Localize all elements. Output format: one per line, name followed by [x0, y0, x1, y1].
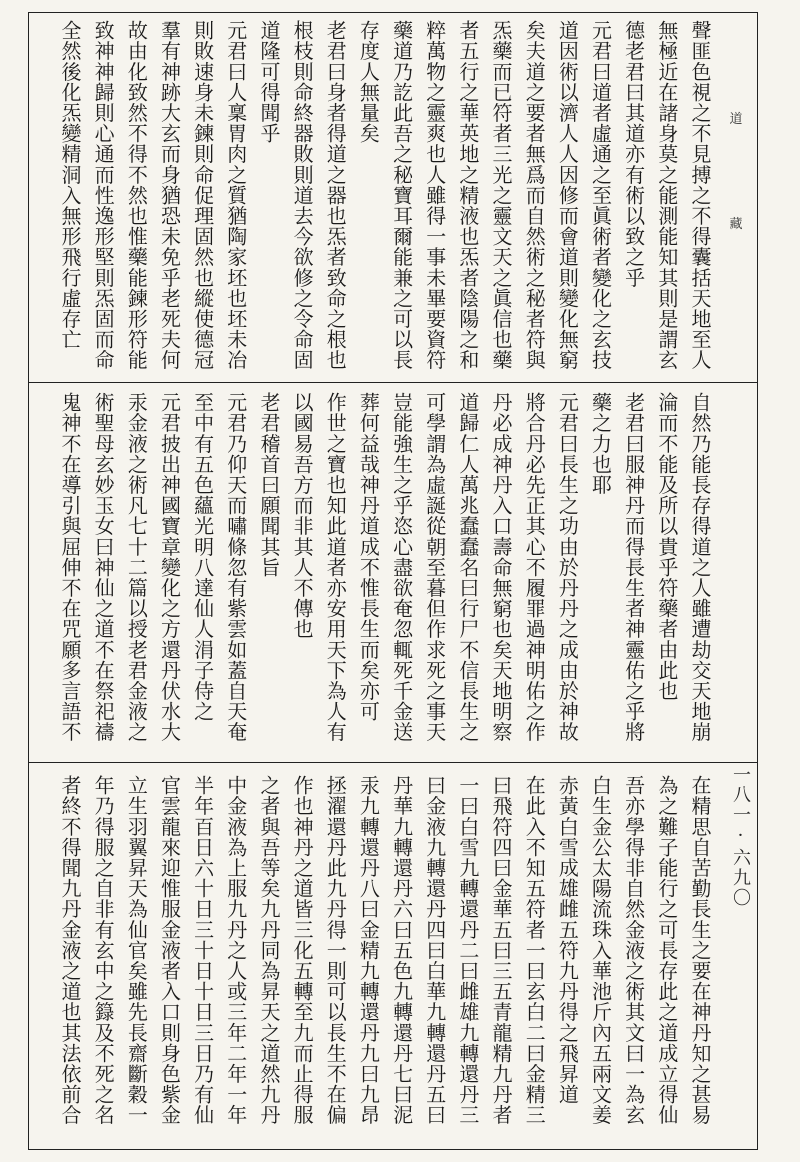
- text-column: 吾亦學得非自然金液之術其文曰一為玄: [621, 775, 646, 1126]
- text-column: 者終不得聞九丹金液之道也其法依前合: [58, 775, 82, 1126]
- text-column: 元君乃仰天而嘯條忽有紫雲如蓋自天奄: [223, 392, 248, 743]
- text-column: 術聖母玄妙玉女曰神仙之道不在祭祀禱: [91, 392, 116, 743]
- text-column: 元君披出神國寶章變化之方還丹伏水大: [157, 392, 182, 743]
- text-column: 則敗速身未鍊則命促理固然也縱使德冠: [190, 20, 215, 371]
- text-column: 丹必成神丹入口壽命無窮也矣天地明察: [489, 392, 514, 743]
- text-column: 無極近在諸身莫之能測能知其則是謂玄: [654, 20, 679, 371]
- text-column: 為之難子能行之可長存此之道成立得仙: [654, 775, 679, 1126]
- text-column: 元君曰人稟胃肉之質猶陶家坯也坯未冶: [223, 20, 248, 371]
- text-column: 老君曰服神丹而得長生者神靈佑之乎將: [621, 392, 646, 743]
- text-column: 老君曰身者得道之器也炁者致命之根也: [323, 20, 348, 371]
- text-column: 丹華九轉還丹六曰五色九轉還丹七曰泥: [389, 775, 414, 1126]
- text-column: 之者與吾等矣九丹同為昇天之道然九丹: [256, 775, 281, 1126]
- text-column: 在此入不知五符者一曰玄白二曰金精三: [522, 775, 547, 1126]
- text-column: 老君稽首曰願聞其旨: [256, 392, 281, 578]
- text-column: 聲匪色視之不見搏之不得囊括天地至人: [687, 20, 712, 371]
- text-column: 豈能強生之乎恣心盡欲奄忽輒死千金送: [389, 392, 414, 743]
- text-column: 曰金液九轉還丹四曰白華九轉還丹五曰: [422, 775, 447, 1126]
- text-column: 粹萬物之靈爽也人雖得一事未畢要資符: [422, 20, 447, 371]
- text-column: 汞金液之術凡七十二篇以授老君金液之: [124, 392, 149, 743]
- text-column: 可學謂為虛誕從朝至暮但作求死之事天: [422, 392, 447, 743]
- text-column: 立生羽翼昇天為仙官矣雖先長齋斷穀一: [124, 775, 149, 1126]
- text-column: 曰飛符四曰金華五曰三五青龍精九丹者: [489, 775, 514, 1126]
- text-column: 至中有五色蘊光明八達仙人涓子侍之: [190, 392, 215, 722]
- text-panel-top: [60, 20, 710, 375]
- text-column: 官雲龍來迎惟服金液者入口則身色紫金: [157, 775, 182, 1126]
- panel-divider-1: [28, 382, 758, 383]
- text-panel-middle: [60, 392, 710, 750]
- text-column: 鬼神不在導引與屈伸不在咒願多言語不: [58, 392, 82, 743]
- text-column: 葬何益哉神丹道成不惟長生而矣亦可: [356, 392, 381, 722]
- text-column: 作也神丹之道皆三化五轉至九而止得服: [290, 775, 315, 1126]
- text-column: 中金液為上服九丹之人或三年二年一年: [223, 775, 248, 1126]
- text-column: 道歸仁人萬兆蠢蠢名曰行尸不信長生之: [455, 392, 480, 743]
- text-column: 白生金公太陽流珠入華池斤內五兩文姜: [588, 775, 613, 1126]
- margin-sidebar: [715, 13, 757, 1149]
- text-column: 存度人無量矣: [356, 20, 381, 144]
- text-column: 德老君曰其道亦有術以致之乎: [621, 20, 646, 288]
- text-column: 年乃得服之自非有玄中之籙及不死之名: [91, 775, 116, 1126]
- text-column: 藥道乃訖此吾之秘寶耳爾能兼之可以長: [389, 20, 414, 371]
- text-column: 將合丹必先正其心不履罪過神明佑之作: [522, 392, 547, 743]
- text-column: 道因術以濟人人因修而會道則變化無窮: [555, 20, 580, 371]
- page-number: 一八一·六九〇: [730, 765, 751, 908]
- text-column: 藥之力也耶: [588, 392, 613, 495]
- text-column: 拯濯還丹此九丹得一則可以長生不在偏: [323, 775, 348, 1126]
- text-column: 元君曰道者虛通之至眞術者變化之玄技: [588, 20, 613, 371]
- text-column: 炁藥而已符者三光之靈文天之眞信也藥: [489, 20, 514, 371]
- margin-label-top: 道: [729, 112, 743, 127]
- text-column: 羣有神跡大玄而身猶恐未免乎老死夫何: [157, 20, 182, 371]
- text-column: 以國易吾方而非其人不傳也: [290, 392, 315, 640]
- text-column: 根枝則命終器敗則道去今欲修之令命固: [290, 20, 315, 371]
- text-column: 自然乃能長存得道之人雖遭劫交天地崩: [687, 392, 712, 743]
- text-column: 淪而不能及所以貴乎符藥者由此也: [654, 392, 679, 701]
- panel-divider-2: [28, 762, 758, 763]
- text-column: 元君曰長生之功由於丹丹之成由於神故: [555, 392, 580, 743]
- text-column: 汞九轉還丹八曰金精九轉還丹九曰九昂: [356, 775, 381, 1126]
- text-column: 作世之寶也知此道者亦安用天下為人有: [323, 392, 348, 743]
- text-column: 道隆可得聞乎: [256, 20, 281, 144]
- text-column: 全然後化炁變精洞入無形飛行虛存亡: [58, 20, 82, 350]
- text-column: 在精思自苦勤長生之要在神丹知之甚易: [687, 775, 712, 1126]
- text-column: 矣夫道之要者無爲而自然術之秘者符與: [522, 20, 547, 371]
- text-column: 者五行之華英地之精液也炁者陰陽之和: [455, 20, 480, 371]
- text-column: 赤黃白雪成雄雌五符九丹得之飛昇道: [555, 775, 580, 1105]
- margin-label-bottom: 藏: [729, 217, 743, 232]
- text-column: 半年百日六十日三十日十日三日乃有仙: [190, 775, 215, 1126]
- text-column: 故由化致然不得不然也惟藥能鍊形符能: [124, 20, 149, 371]
- text-panel-bottom: [60, 775, 710, 1135]
- text-column: 致神神歸則心通而性逸形堅則炁固而命: [91, 20, 116, 371]
- text-column: 一曰白雪九轉還丹二曰雌雄九轉還丹三: [455, 775, 480, 1126]
